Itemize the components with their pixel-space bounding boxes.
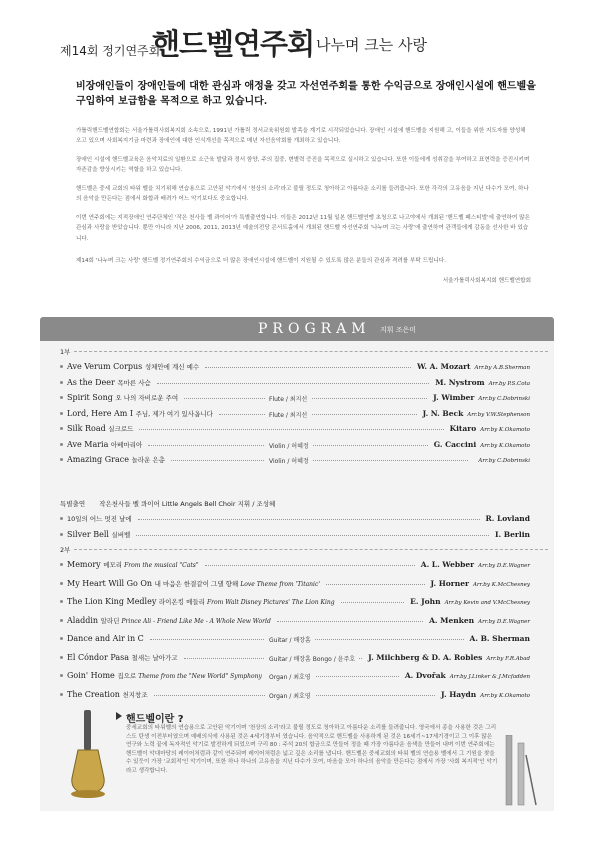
leader-dots (157, 383, 429, 384)
bullet-icon (60, 458, 63, 461)
leader-dots (205, 565, 415, 566)
bullet-icon (60, 365, 63, 368)
performer: Guitar / 배장흠 (265, 635, 315, 644)
composer (417, 362, 530, 371)
piece-title-ko: 놀라운 은총 (131, 456, 165, 464)
piece-title-en: El Cóndor Pasa (67, 652, 132, 662)
composer (423, 409, 530, 418)
signature: 서울가톨릭사회복지회 핸드벨연합회 (442, 278, 531, 284)
arranger: Arr.by C.Dobrinski (478, 396, 530, 402)
program-heading: PROGRAM (258, 321, 371, 337)
bullet-icon (60, 619, 63, 622)
composer-name: A. B. Sherman (469, 634, 530, 643)
composer (405, 671, 530, 680)
bullet-icon (60, 693, 63, 696)
performer: Violin / 허혜정 (265, 456, 313, 465)
composer-name: M. Nystrom (435, 377, 485, 387)
composer-name: E. John (410, 597, 441, 606)
bullet-icon (60, 637, 63, 640)
composer-name: J. Milchberg & D. A. Robles (368, 652, 483, 662)
composer-name: G. Caccini (433, 439, 477, 449)
piece-subtitle: From Walt Disney Pictures' The Lion King (207, 599, 335, 606)
special-row (60, 513, 530, 525)
piece-title-ko: 실크로드 (108, 425, 134, 433)
part1-row (60, 392, 530, 404)
piece-title (67, 362, 199, 371)
info-text: 중세교회의 타워벨의 연습용으로 고안된 악기이며 '천상의 소리'라고 불릴 정도로 청아하고 아름다운 소리를 들려줍니다. 영국에서 종을 사용한 것은 그리스도 탄생 이전부터였으며 예배의식에 사용된 것은 4세기경부터 였습니다. 음악적으로 핸드벨을 사용하게 된 것은 16세기~17세기경이고 그 이후 많은 연구와 노력 끝에 독자적인 악기로 발전하게 되었으며 구리 80 : 주석 20의 합금으로 만들어 정을 때 가장 아름다운 음색을 만들어 내며 이번 연주회에는 핸드벨이 악대마당의 레이어처럼과 같이 연주되며 레이어처럼은 넓고 깊은 소리를 냅니다. 핸드벨은 중세교회의 타워 벨의 연습용 벨에서 그 기원을 찾을 수 있듯이 가장 '교회적'인 악기이며, 또한 하나 하나의 고유음을 지닌 다수가 모여, 마음을 모아 하나의 음악을 만든다는 점에서 가장 '사회 복지적'인 악기라고 생각합니다. (126, 725, 498, 774)
piece-title-ko: 10일의 어느 멋진 날에 (67, 515, 132, 523)
part1-divider (74, 351, 548, 352)
leader-dots (205, 367, 411, 368)
piece-title (67, 514, 132, 523)
arranger: Arr.by D.E.Wagner (478, 618, 530, 625)
special-row (60, 529, 530, 541)
part2-row (60, 559, 530, 571)
special-guest (60, 499, 275, 508)
composer (368, 653, 530, 662)
piece-subtitle: Theme from the "New World" Symphony (138, 673, 262, 680)
arranger: Arr.by D.E.Wagner (478, 563, 530, 569)
bullet-icon (60, 443, 63, 446)
bullet-icon (60, 600, 63, 603)
lead-statement: 비장애인들이 장애인들에 대한 관심과 애정을 갖고 자선연주회를 통한 수익금으로 장애인시설에 핸드벨을 구입하여 보급함을 목적으로 하고 있습니다. (76, 81, 536, 107)
piece-title-en: Lord, Here Am I (67, 408, 136, 418)
piece-title-ko: 오 나의 자비로운 주여 (115, 394, 179, 402)
piece-title (67, 393, 178, 402)
page-title: 핸드벨연주회 (152, 27, 315, 61)
part2-divider (74, 549, 548, 550)
piece-title (67, 409, 213, 418)
piece-title (67, 597, 335, 606)
chime-illustration (498, 735, 538, 810)
concert-edition: 제14회 정기연주회 (60, 44, 161, 58)
performer: Organ / 최호영 (265, 691, 315, 700)
paragraph-1: 가톨릭핸드벨연합회는 서울가톨릭사회복지회 소속으로, 1991년 가톨릭 정서교육위원회 발족을 계기로 시작되었습니다. 장애인 시설에 핸드벨을 지원해 고, 이들을 위한 지도자를 양성해 오고 있으며 사회복지기금 마련과 장애인에 대한 인식개선을 목적으로 매년 자선음악회를 개최하고 있습니다. (76, 128, 526, 145)
special-text: 작은천사들 벨 콰이어 Little Angels Bell Choir 지휘 / 조성혜 (99, 500, 276, 508)
composer-name: W. A. Mozart (417, 362, 471, 371)
arranger: Arr.by J.Linker & J.Mcfadden (449, 674, 530, 680)
arranger: Arr.by K.McChesney (472, 581, 530, 588)
piece-title-en: Silver Bell (67, 529, 112, 539)
piece-title-en: Amazing Grace (67, 455, 132, 464)
composer (433, 393, 530, 402)
bullet-icon (60, 427, 63, 430)
leader-dots (341, 602, 405, 603)
page-subtitle: 나누며 크는 사랑 (316, 36, 427, 54)
part1-row (60, 361, 530, 373)
arranger: Arr.by V.W.Stephenson (467, 411, 530, 418)
leader-dots (136, 535, 489, 536)
piece-title (67, 424, 133, 433)
piece-title-en: The Lion King Medley (67, 597, 159, 606)
composer (470, 634, 530, 643)
composer (434, 440, 530, 449)
part2-label: 2부 (60, 546, 71, 554)
part2-row (60, 689, 530, 701)
performer: Flute / 최지선 (265, 394, 311, 403)
composer (435, 378, 530, 387)
part2-row (60, 596, 530, 608)
arranger: Arr.by K.Okamoto (480, 442, 530, 449)
piece-title-ko: 철새는 날아가고 (131, 653, 178, 662)
performer: Organ / 최호영 (265, 672, 315, 681)
piece-title-en: Dance and Air in C (67, 634, 144, 643)
piece-title-ko: 천지창조 (122, 690, 148, 699)
composer (474, 455, 530, 464)
composer-name: J. Horner (430, 578, 469, 588)
bullet-icon (60, 582, 63, 585)
special-label: 특별출연 (60, 500, 86, 508)
composer (421, 560, 530, 569)
composer (495, 530, 530, 539)
bullet-icon (60, 533, 63, 536)
piece-title-en: Ave Maria (67, 439, 111, 449)
piece-title-ko: 알라딘 (100, 616, 122, 625)
bullet-icon (60, 517, 63, 520)
leader-dots (277, 621, 423, 622)
arranger: Arr.by A.B.Sherman (474, 365, 530, 371)
piece-subtitle: From the musical "Cats" (124, 562, 199, 569)
bullet-icon (60, 412, 63, 415)
composer-name: A. Dvořak (404, 671, 446, 680)
piece-title (67, 616, 271, 625)
part2-row (60, 615, 530, 627)
arranger: Arr.by P.S.Cota (488, 380, 530, 387)
part1-row (60, 439, 530, 451)
paragraph-4: 이번 연주회에는 지적장애인 연주단체인 '작은 천사들 벨 콰이어'가 특별출연합니다. 이들은 2012년 11월 일본 핸드벨연맹 초청으로 나고야에서 개최된 '핸드벨 페스티벌'에 출연하여 많은 관심과 사랑을 받았습니다. 뿐만 아니라 지난 2006, 2011, 2013년 예술의전당 콘서트홀에서 개최된 핸드벨 자선연주회 '나누며 크는 사랑'에 출연하여 관객들에게 감동을 선사한 바 있습니다. (76, 215, 530, 242)
bullet-icon (60, 396, 63, 399)
program-header (40, 317, 554, 341)
arranger: Arr.by C.Dobrinski (478, 458, 530, 464)
arranger: Arr.by Kevin and V.McChesney (444, 600, 530, 606)
composer-name: A. L. Webber (420, 560, 475, 569)
composer-name: I. Berlin (495, 529, 530, 539)
part2-row (60, 578, 530, 590)
leader-dots (326, 584, 425, 585)
piece-title-en: The Creation (67, 689, 123, 699)
piece-title-ko: 주님, 제가 여기 있사옵니다 (135, 409, 213, 418)
piece-title (67, 455, 165, 464)
piece-title (67, 671, 262, 680)
info-title: 핸드벨이란 ? (126, 714, 184, 725)
composer (441, 690, 530, 699)
composer (450, 424, 530, 433)
piece-title (67, 440, 142, 449)
piece-title-ko: 실버벨 (111, 530, 131, 539)
piece-title-ko: 아베마리아 (110, 440, 143, 449)
leader-dots (139, 429, 443, 430)
composer-name: R. Lovland (485, 514, 530, 523)
composer (486, 514, 531, 523)
piece-title-en: Silk Road (67, 424, 109, 433)
paragraph-3: 핸드벨은 중세 교회의 타워 벨을 치기위해 연습용으로 고안된 악기에서 '천상의 소리'라고 불릴 정도로 청아하고 아름다운 소리를 들려줍니다. 또한 각각의 고유음을 지닌 다수가 모여, 하나의 음악을 만든다는 점에서 화합과 배려가 어느 악기보다도 중요합니다. (76, 186, 529, 203)
bullet-icon (60, 563, 63, 566)
composer (431, 579, 530, 588)
composer-name: J. Wimber (433, 393, 475, 402)
piece-title-en: Ave Verum Corpus (67, 362, 145, 371)
piece-title-ko: 메모리 (103, 561, 125, 569)
part1-row (60, 377, 530, 389)
part1-label: 1부 (60, 348, 71, 356)
leader-dots (219, 414, 417, 415)
piece-title (67, 579, 320, 588)
arranger: Arr.by F.R.Abad (486, 655, 530, 662)
piece-title (67, 653, 178, 662)
piece-title (67, 530, 130, 539)
performer: Violin / 허혜정 (265, 441, 313, 450)
part2-row (60, 633, 530, 645)
piece-title (67, 378, 151, 387)
piece-title-ko: 집으로 (117, 672, 139, 680)
composer (410, 597, 530, 606)
piece-subtitle: Love Theme from 'Titanic' (240, 580, 320, 588)
composer-name: J. Haydn (441, 689, 477, 699)
piece-title (67, 634, 144, 643)
piece-title-en: Memory (67, 560, 104, 569)
piece-title-en: Aladdin (67, 615, 101, 625)
piece-title (67, 560, 199, 569)
performer: Guitar / 배장흠 Bongo / 윤주호 (265, 654, 359, 663)
handbell-illustration (60, 708, 112, 802)
bullet-icon (60, 674, 63, 677)
piece-title-ko: 성체안에 계신 예수 (144, 363, 200, 371)
bullet-icon (60, 656, 63, 659)
paragraph-5: 제14회 '나누며 크는 사랑' 핸드벨 정기연주회의 수익금으로 더 많은 장애인시설에 핸드벨이 지원될 수 있도록 많은 분들의 관심과 격려를 부탁 드립니다. (76, 258, 446, 264)
composer (429, 616, 530, 625)
composer-name: A. Menken (429, 615, 475, 625)
piece-subtitle: Prince Ali - Friend Like Me - A Whole New World (121, 617, 271, 625)
piece-title-en: Goin' Home (67, 671, 118, 680)
part1-row (60, 408, 530, 420)
piece-title-ko: 목마른 사슴 (117, 378, 151, 387)
leader-dots (138, 519, 480, 520)
arranger: Arr.by K.Okamoto (480, 427, 530, 433)
piece-title-en: Spirit Song (67, 393, 116, 402)
part1-row (60, 423, 530, 435)
bullet-icon (60, 381, 63, 384)
leader-dots (171, 460, 468, 461)
piece-title-en: My Heart Will Go On (67, 578, 155, 588)
arranger: Arr.by K.Okamoto (480, 692, 530, 699)
piece-title-en: As the Deer (67, 377, 118, 387)
piece-title (67, 690, 148, 699)
piece-title-ko: 내 마음은 한결같이 그댈 향해 (154, 579, 241, 588)
part2-row (60, 652, 530, 664)
performer: Flute / 최지선 (265, 410, 311, 419)
conductor: 지휘 조은미 (380, 326, 417, 334)
composer-name: J. N. Beck (422, 408, 464, 418)
composer-name: Kitaro (449, 424, 477, 433)
piece-title-ko: 라이온킹 메들리 (158, 598, 207, 606)
paragraph-2: 장애인 시설에 핸드벨교육은 음악치료의 일환으로 소근육 발달과 정서 함양, 주의 집중, 변별력 증진을 목적으로 실시하고 있습니다. 또한 이들에게 성취감을 부여하고 표현력을 증진시키며 자존감을 향상시키는 역할을 하고 있습니다. (76, 157, 530, 174)
part1-row (60, 454, 530, 466)
part2-row (60, 670, 530, 682)
arrow-icon (116, 712, 122, 720)
